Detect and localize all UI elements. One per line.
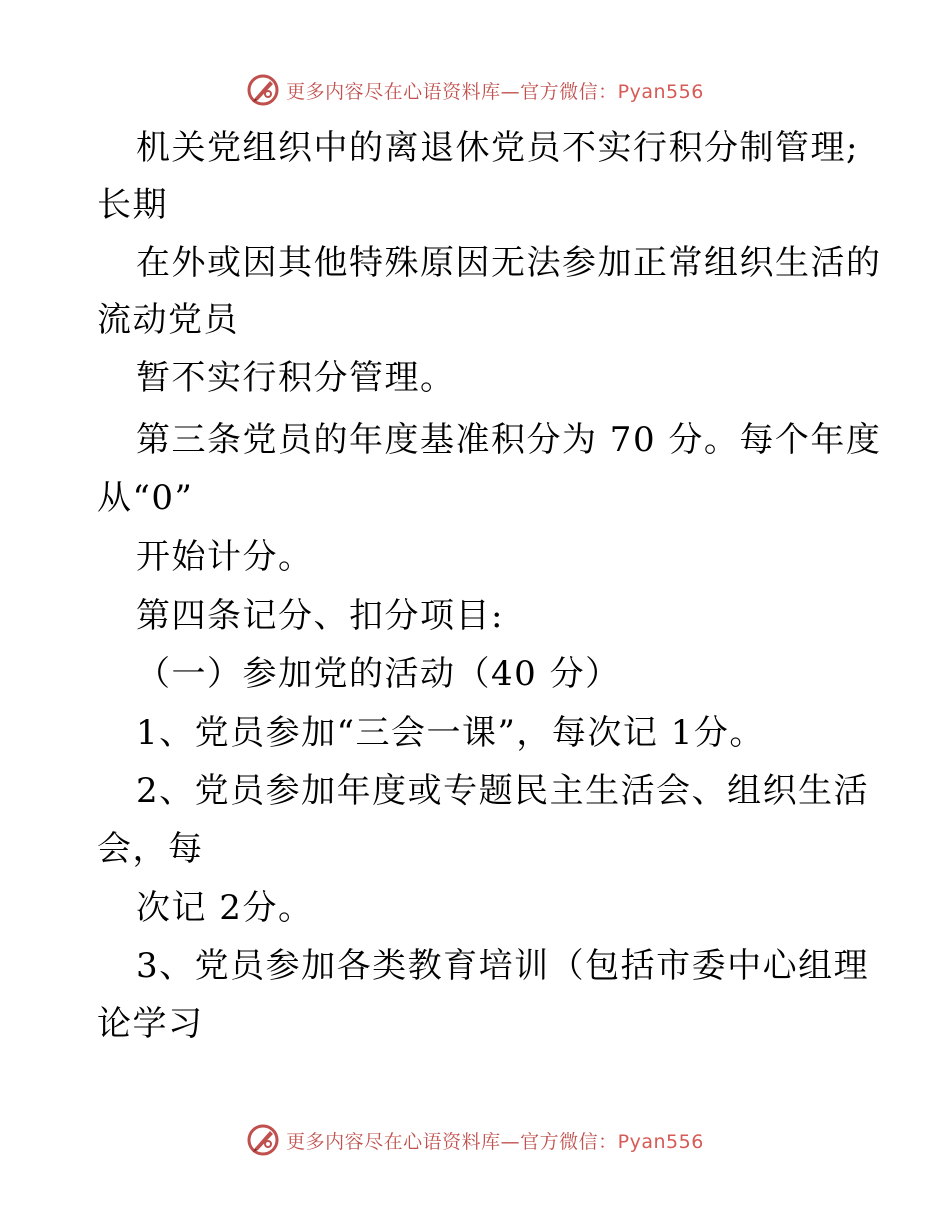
- watermark-label: 更多内容尽在心语资料库—官方微信：: [286, 80, 618, 103]
- quill-pen-logo-icon: [246, 73, 280, 107]
- watermark-text: [286, 1127, 704, 1154]
- text-line: 2、党员参加年度或专题民主生活会、组织生活: [136, 771, 870, 811]
- text-line: 第三条党员的年度基准积分为 70 分。每个年度: [136, 420, 882, 460]
- text-line: （一）参加党的活动（40 分）: [136, 654, 621, 694]
- text-line: 从“0”: [97, 478, 194, 518]
- watermark-wechat-id: Pyan556: [617, 1130, 704, 1153]
- footer-watermark: [0, 1120, 950, 1160]
- text-line: 会，每: [97, 829, 204, 869]
- text-line: 3、党员参加各类教育培训（包括市委中心组理: [136, 946, 870, 986]
- text-line: 流动党员: [97, 300, 239, 340]
- text-line: 长期: [97, 185, 168, 225]
- text-line: 暂不实行积分管理。: [136, 358, 456, 398]
- text-line: 开始计分。: [136, 537, 314, 577]
- text-line: 在外或因其他特殊原因无法参加正常组织生活的: [136, 243, 882, 283]
- header-watermark: [0, 70, 950, 110]
- watermark-wechat-id: Pyan556: [617, 80, 704, 103]
- watermark-text: [286, 77, 704, 104]
- quill-pen-logo-icon: [246, 1123, 280, 1157]
- text-line: 1、党员参加“三会一课”，每次记 1分。: [136, 713, 765, 753]
- text-line: 次记 2分。: [136, 888, 314, 928]
- text-line: 第四条记分、扣分项目:: [136, 596, 504, 636]
- text-line: 论学习: [97, 1004, 204, 1044]
- watermark-label: 更多内容尽在心语资料库—官方微信：: [286, 1130, 618, 1153]
- text-line: 机关党组织中的离退休党员不实行积分制管理;: [136, 128, 859, 168]
